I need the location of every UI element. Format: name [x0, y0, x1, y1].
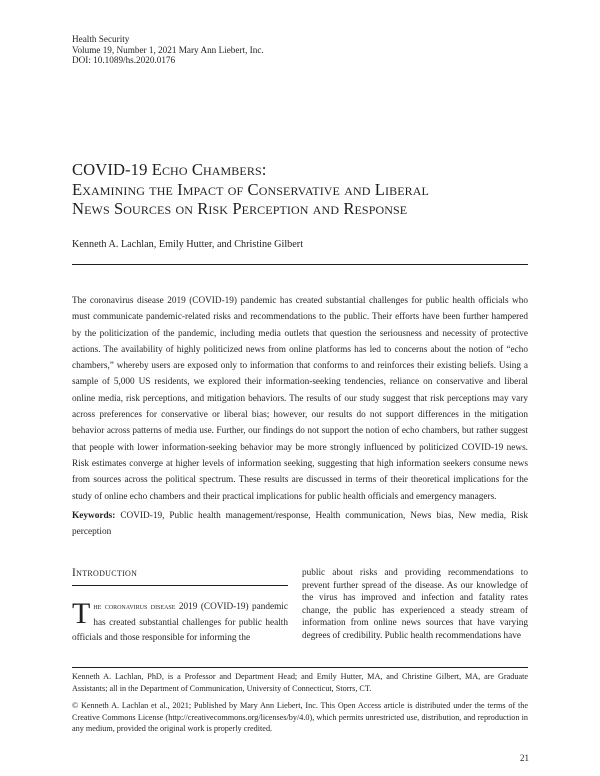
keywords-text: COVID-19, Public health management/response, Health communication, News bias, New media, Risk perception	[72, 511, 528, 537]
title-line-2: Examining the Impact of Conservative and Liberal	[72, 179, 429, 199]
section-divider	[72, 585, 288, 586]
page-number: 21	[520, 753, 529, 763]
title-line-3: News Sources on Risk Perception and Response	[72, 199, 408, 218]
keywords-label: Keywords:	[72, 511, 116, 521]
intro-left-text: 2019 (COVID-19) pandemic has created substantial challenges for public health officials and those responsible for informing the	[72, 602, 288, 644]
title-divider	[72, 264, 528, 265]
author-list: Kenneth A. Lachlan, Emily Hutter, and Christine Gilbert	[72, 239, 304, 250]
affiliation-note: Kenneth A. Lachlan, PhD, is a Professor and Department Head; and Emily Hutter, MA, and Christine Gilbert, MA, are Graduate Assistants; all in the Department of Communication, University of Connecticut, Storrs, CT.	[72, 672, 528, 693]
introduction-heading: Introduction	[72, 567, 138, 579]
footnote-divider	[72, 667, 528, 668]
journal-doi: DOI: 10.1089/hs.2020.0176	[72, 55, 176, 66]
keywords	[72, 508, 528, 540]
journal-volume: Volume 19, Number 1, 2021 Mary Ann Liebert, Inc.	[72, 44, 264, 55]
intro-column-right: public about risks and providing recommendations to prevent further spread of the disease. As our knowledge of the virus has improved and infection and fatality rates change, the public has experienced a steady stream of information from online news sources that have varying degrees of credibility. Public health recommendations have	[302, 568, 528, 641]
title-line-1: COVID-19 Echo Chambers:	[72, 160, 267, 179]
article-title	[72, 160, 542, 219]
journal-name: Health Security	[72, 34, 130, 44]
journal-header	[72, 34, 264, 66]
intro-column-left	[72, 597, 288, 647]
lead-in: he coronavirus disease	[93, 602, 176, 612]
copyright-note: © Kenneth A. Lachlan et al., 2021; Published by Mary Ann Liebert, Inc. This Open Access article is distributed under the terms of the Creative Commons License (http://creativecommons.org/licenses/by/4.0), which permits unrestricted use, distribution, and reproduction in any medium, provided the original work is properly credited.	[72, 701, 528, 734]
abstract: The coronavirus disease 2019 (COVID-19) pandemic has created substantial challenges for public health officials who must communicate pandemic-related risks and recommendations to the public. Their efforts have been further hampered by the politicization of the pandemic, including media outlets that question the seriousness and necessity of protective actions. The availability of highly politicized news from online platforms has led to concerns about the notion of “echo chambers,” whereby users are exposed only to information that conforms to and reinforces their existing beliefs. Using a sample of 5,000 US residents, we explored their information-seeking tendencies, reliance on conservative and liberal online media, risk perceptions, and mitigation behaviors. The results of our study suggest that risk perceptions may vary across preferences for conservative or liberal bias; however, our results do not support differences in the mitigation behavior across patterns of media use. Further, our findings do not support the notion of echo chambers, but rather suggest that people with lower information-seeking behavior may be more strongly influenced by politicized COVID-19 news. Risk estimates converge at higher levels of information seeking, suggesting that high information seekers consume news from sources across the political spectrum. These results are discussed in terms of their theoretical implications for the study of online echo chambers and their practical implications for public health officials and emergency managers.	[72, 296, 528, 502]
drop-cap: T	[72, 597, 91, 630]
